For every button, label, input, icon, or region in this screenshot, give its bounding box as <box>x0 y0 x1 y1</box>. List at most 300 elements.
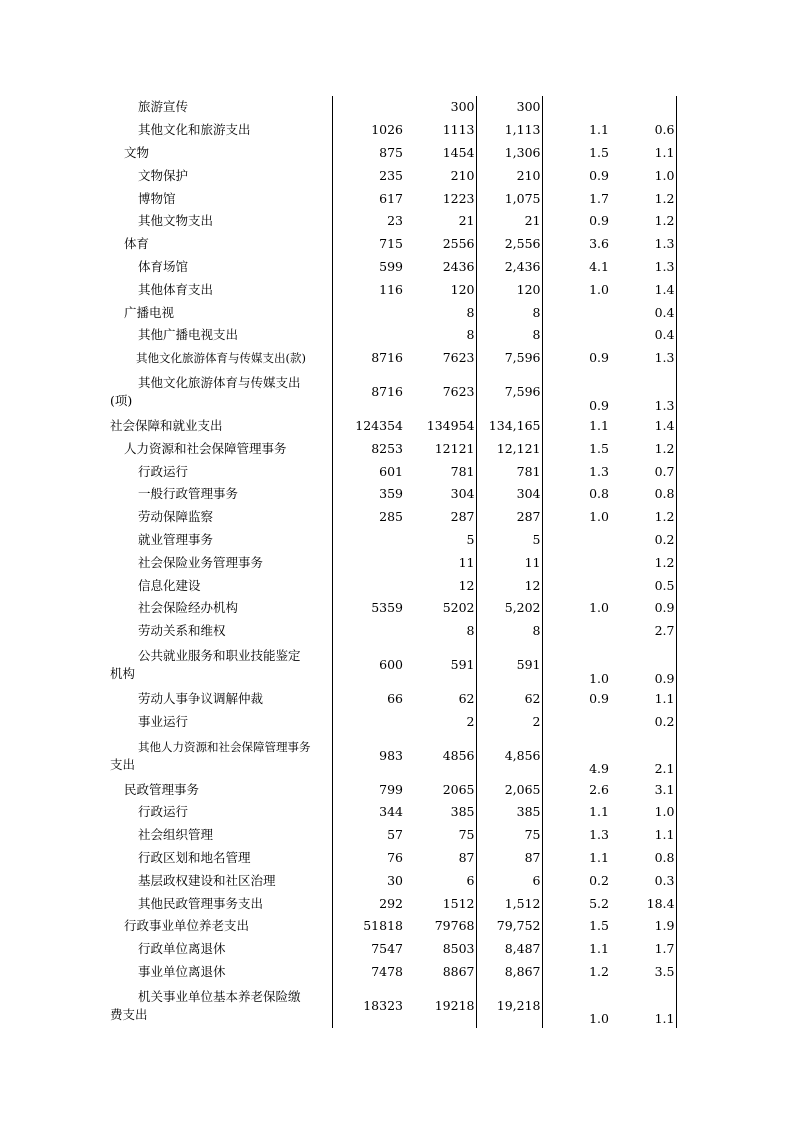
row-item-name <box>110 324 332 347</box>
cell-c2 <box>332 620 404 643</box>
table-row <box>110 710 676 733</box>
row-item-label: 行政运行 <box>138 804 189 820</box>
table-row <box>110 164 676 187</box>
cell-c5: 0.9 <box>589 167 609 183</box>
cell-c3: 19218 <box>404 983 476 1028</box>
cell-c2: 30 <box>387 872 403 888</box>
cell-c2: 715 <box>379 236 403 252</box>
cell-c5: 1.7 <box>589 190 609 206</box>
row-item-name <box>110 869 332 892</box>
cell-c5 <box>542 529 610 552</box>
cell-c6: 1.0 <box>610 801 676 824</box>
row-item-name <box>110 370 332 415</box>
row-item-name-line1: 公共就业服务和职业技能鉴定 <box>138 648 301 664</box>
cell-c6: 0.4 <box>610 301 676 324</box>
table-row <box>110 847 676 870</box>
cell-c6 <box>610 96 676 119</box>
cell-c4: 8 <box>476 324 542 347</box>
row-item-label: 基层政权建设和社区治理 <box>138 872 276 888</box>
cell-c5: 0.9 <box>589 690 609 706</box>
cell-c4: 12,121 <box>476 437 542 460</box>
cell-c4: 385 <box>476 801 542 824</box>
row-item-name-line1: 其他文化旅游体育与传媒支出 <box>138 375 301 391</box>
row-item-name <box>110 119 332 142</box>
cell-c2: 8253 <box>371 440 403 456</box>
cell-c3: 21 <box>404 210 476 233</box>
cell-c3: 5202 <box>404 597 476 620</box>
cell-c4: 120 <box>476 278 542 301</box>
row-item-name-line1: 机关事业单位基本养老保险缴 <box>138 988 301 1004</box>
row-item-label: 行政区划和地名管理 <box>138 849 251 865</box>
row-item-name <box>110 187 332 210</box>
table-row <box>110 324 676 347</box>
cell-c6: 0.9 <box>610 597 676 620</box>
cell-c5 <box>542 551 610 574</box>
cell-c3: 8867 <box>404 961 476 984</box>
row-item-name <box>110 778 332 801</box>
table-row <box>110 551 676 574</box>
table-row <box>110 415 676 438</box>
cell-c6: 1.1 <box>610 688 676 711</box>
row-item-name <box>110 983 332 1028</box>
row-item-name <box>110 506 332 529</box>
cell-c5: 0.9 <box>589 213 609 229</box>
cell-c2: 235 <box>379 167 403 183</box>
cell-c2 <box>332 96 404 119</box>
cell-c4: 8,867 <box>476 961 542 984</box>
cell-c2 <box>332 574 404 597</box>
cell-c3: 120 <box>404 278 476 301</box>
row-item-name <box>110 278 332 301</box>
cell-c4: 781 <box>476 460 542 483</box>
cell-c5: 5.2 <box>589 895 609 911</box>
cell-c2: 7547 <box>371 941 403 957</box>
cell-c2: 76 <box>387 849 403 865</box>
cell-c5: 1.1 <box>589 941 609 957</box>
table-row <box>110 301 676 324</box>
cell-c4: 8 <box>476 301 542 324</box>
cell-c2: 1026 <box>371 122 403 138</box>
cell-c4: 304 <box>476 483 542 506</box>
table-row <box>110 370 676 415</box>
cell-c5: 0.8 <box>589 486 609 502</box>
table-row <box>110 597 676 620</box>
cell-c2: 116 <box>379 281 403 297</box>
cell-c2: 51818 <box>363 918 403 934</box>
cell-c3: 5 <box>404 529 476 552</box>
cell-c3: 1113 <box>404 119 476 142</box>
row-item-name <box>110 142 332 165</box>
cell-c4: 11 <box>476 551 542 574</box>
cell-c6: 0.7 <box>610 460 676 483</box>
cell-c3: 8 <box>404 324 476 347</box>
cell-c4: 7,596 <box>476 370 542 415</box>
row-item-label: 一般行政管理事务 <box>138 486 239 502</box>
cell-c4: 19,218 <box>476 983 542 1028</box>
cell-c6: 1.2 <box>610 506 676 529</box>
row-item-name <box>110 415 332 438</box>
cell-c2: 601 <box>379 463 403 479</box>
table-row <box>110 733 676 778</box>
table-row <box>110 347 676 370</box>
cell-c2: 23 <box>387 213 403 229</box>
cell-c5 <box>542 96 610 119</box>
cell-c3: 7623 <box>404 370 476 415</box>
row-item-name <box>110 210 332 233</box>
cell-c5 <box>542 574 610 597</box>
cell-c4: 591 <box>476 643 542 688</box>
cell-c6: 1.0 <box>610 164 676 187</box>
cell-c6: 1.1 <box>610 824 676 847</box>
cell-c4: 2,556 <box>476 233 542 256</box>
table-row <box>110 483 676 506</box>
row-item-label: 社会保险业务管理事务 <box>138 554 264 570</box>
table-row <box>110 892 676 915</box>
cell-c3: 7623 <box>404 347 476 370</box>
cell-c5: 0.2 <box>589 872 609 888</box>
cell-c2: 344 <box>379 804 403 820</box>
cell-c2: 66 <box>387 690 403 706</box>
cell-c4: 8,487 <box>476 938 542 961</box>
cell-c5: 1.0 <box>589 670 609 686</box>
table-row <box>110 437 676 460</box>
cell-c6: 0.8 <box>610 483 676 506</box>
cell-c5 <box>542 710 610 733</box>
row-item-name <box>110 710 332 733</box>
budget-table <box>110 96 677 1028</box>
row-item-name <box>110 529 332 552</box>
cell-c5: 1.0 <box>589 509 609 525</box>
cell-c4: 87 <box>476 847 542 870</box>
cell-c3: 79768 <box>404 915 476 938</box>
row-item-name <box>110 301 332 324</box>
cell-c4: 287 <box>476 506 542 529</box>
cell-c3: 12 <box>404 574 476 597</box>
cell-c5: 2.6 <box>589 781 609 797</box>
table-row <box>110 824 676 847</box>
row-item-label: 民政管理事务 <box>124 781 200 797</box>
table-row <box>110 233 676 256</box>
table-body <box>110 96 676 1028</box>
cell-c3: 210 <box>404 164 476 187</box>
row-item-name <box>110 733 332 778</box>
cell-c4: 5 <box>476 529 542 552</box>
cell-c4: 1,075 <box>476 187 542 210</box>
cell-c4: 1,512 <box>476 892 542 915</box>
row-item-name <box>110 96 332 119</box>
cell-c5: 1.3 <box>589 463 609 479</box>
row-item-label: 其他文化旅游体育与传媒支出(款) <box>136 351 306 366</box>
cell-c6: 0.5 <box>610 574 676 597</box>
table-row <box>110 119 676 142</box>
cell-c6: 0.9 <box>610 643 676 688</box>
table-row <box>110 938 676 961</box>
cell-c6: 1.3 <box>610 256 676 279</box>
cell-c2: 124354 <box>355 417 403 433</box>
cell-c4: 4,856 <box>476 733 542 778</box>
row-item-label: 其他文物支出 <box>138 213 214 229</box>
row-item-name-line2: 支出 <box>110 756 136 772</box>
row-item-label: 社会组织管理 <box>138 827 214 843</box>
cell-c3: 2 <box>404 710 476 733</box>
cell-c2: 292 <box>379 895 403 911</box>
cell-c6: 1.9 <box>610 915 676 938</box>
table-row <box>110 96 676 119</box>
row-item-label: 其他体育支出 <box>138 281 214 297</box>
cell-c2: 799 <box>379 781 403 797</box>
row-item-name <box>110 460 332 483</box>
cell-c6: 1.1 <box>610 142 676 165</box>
cell-c3: 2436 <box>404 256 476 279</box>
cell-c4: 1,113 <box>476 119 542 142</box>
cell-c4: 8 <box>476 620 542 643</box>
cell-c3: 75 <box>404 824 476 847</box>
cell-c6: 18.4 <box>610 892 676 915</box>
cell-c6: 0.4 <box>610 324 676 347</box>
cell-c6: 1.3 <box>610 347 676 370</box>
row-item-name <box>110 483 332 506</box>
table-row <box>110 574 676 597</box>
cell-c4: 5,202 <box>476 597 542 620</box>
cell-c2: 599 <box>379 258 403 274</box>
table-row <box>110 256 676 279</box>
cell-c6: 1.2 <box>610 210 676 233</box>
cell-c3: 4856 <box>404 733 476 778</box>
cell-c5: 1.0 <box>589 1011 609 1027</box>
cell-c4: 2,065 <box>476 778 542 801</box>
row-item-name <box>110 574 332 597</box>
row-item-name <box>110 347 332 370</box>
row-item-name <box>110 164 332 187</box>
cell-c3: 8503 <box>404 938 476 961</box>
cell-c6: 3.5 <box>610 961 676 984</box>
cell-c5 <box>542 620 610 643</box>
row-item-name <box>110 643 332 688</box>
row-item-name <box>110 256 332 279</box>
cell-c2 <box>332 324 404 347</box>
cell-c5: 1.1 <box>589 849 609 865</box>
table-row <box>110 801 676 824</box>
cell-c2: 875 <box>379 144 403 160</box>
row-item-name <box>110 892 332 915</box>
cell-c3: 591 <box>404 643 476 688</box>
row-item-name-line1: 其他人力资源和社会保障管理事务 <box>138 739 311 754</box>
cell-c5: 0.9 <box>589 350 609 366</box>
cell-c2: 8716 <box>371 384 403 400</box>
cell-c6: 1.2 <box>610 437 676 460</box>
cell-c4: 62 <box>476 688 542 711</box>
cell-c6: 1.3 <box>610 233 676 256</box>
table-row <box>110 187 676 210</box>
row-item-name <box>110 938 332 961</box>
cell-c4: 21 <box>476 210 542 233</box>
row-item-name <box>110 437 332 460</box>
row-item-label: 行政单位离退休 <box>138 941 226 957</box>
table-row <box>110 142 676 165</box>
cell-c5: 1.5 <box>589 440 609 456</box>
row-item-name-line2: 费支出 <box>110 1006 148 1022</box>
table-row <box>110 210 676 233</box>
cell-c4: 2 <box>476 710 542 733</box>
row-item-label: 就业管理事务 <box>138 531 214 547</box>
row-item-label: 其他民政管理事务支出 <box>138 895 264 911</box>
cell-c6: 1.7 <box>610 938 676 961</box>
table-row <box>110 506 676 529</box>
cell-c5: 3.6 <box>589 236 609 252</box>
row-item-label: 旅游宣传 <box>138 99 189 115</box>
row-item-label: 事业单位离退休 <box>138 963 226 979</box>
cell-c5: 0.9 <box>589 397 609 413</box>
row-item-label: 行政运行 <box>138 463 189 479</box>
cell-c2: 983 <box>379 747 403 763</box>
cell-c5: 1.3 <box>589 827 609 843</box>
cell-c3: 12121 <box>404 437 476 460</box>
row-item-label: 体育场馆 <box>138 258 189 274</box>
cell-c5: 1.5 <box>589 918 609 934</box>
row-item-label: 劳动人事争议调解仲裁 <box>138 690 264 706</box>
cell-c2 <box>332 551 404 574</box>
cell-c5 <box>542 324 610 347</box>
cell-c2: 8716 <box>371 350 403 366</box>
cell-c2: 617 <box>379 190 403 206</box>
cell-c2: 5359 <box>371 600 403 616</box>
row-item-label: 人力资源和社会保障管理事务 <box>124 440 287 456</box>
cell-c5: 1.1 <box>589 804 609 820</box>
cell-c4: 2,436 <box>476 256 542 279</box>
table-row <box>110 915 676 938</box>
cell-c5: 1.0 <box>589 600 609 616</box>
cell-c4: 300 <box>476 96 542 119</box>
cell-c3: 1512 <box>404 892 476 915</box>
cell-c2 <box>332 529 404 552</box>
cell-c2: 359 <box>379 486 403 502</box>
cell-c6: 1.4 <box>610 278 676 301</box>
cell-c2: 57 <box>387 827 403 843</box>
cell-c6: 0.2 <box>610 710 676 733</box>
cell-c5: 1.1 <box>589 417 609 433</box>
cell-c4: 79,752 <box>476 915 542 938</box>
row-item-label: 劳动保障监察 <box>138 509 214 525</box>
cell-c3: 134954 <box>404 415 476 438</box>
cell-c3: 2556 <box>404 233 476 256</box>
row-item-label: 文物保护 <box>138 167 189 183</box>
table-row <box>110 278 676 301</box>
cell-c3: 8 <box>404 620 476 643</box>
cell-c2: 18323 <box>363 997 403 1013</box>
cell-c6: 0.3 <box>610 869 676 892</box>
cell-c4: 210 <box>476 164 542 187</box>
cell-c5: 4.9 <box>589 761 609 777</box>
table-row <box>110 688 676 711</box>
cell-c3: 304 <box>404 483 476 506</box>
cell-c6: 1.3 <box>610 370 676 415</box>
row-item-label: 行政事业单位养老支出 <box>124 918 250 934</box>
table-row <box>110 983 676 1028</box>
cell-c6: 0.2 <box>610 529 676 552</box>
row-item-label: 劳动关系和维权 <box>138 623 226 639</box>
cell-c2 <box>332 710 404 733</box>
cell-c5: 4.1 <box>589 258 609 274</box>
cell-c3: 62 <box>404 688 476 711</box>
cell-c3: 11 <box>404 551 476 574</box>
row-item-label: 广播电视 <box>124 304 175 320</box>
row-item-label: 体育 <box>124 236 150 252</box>
table-row <box>110 961 676 984</box>
table-row <box>110 643 676 688</box>
cell-c6: 1.1 <box>610 983 676 1028</box>
cell-c6: 0.8 <box>610 847 676 870</box>
cell-c2: 285 <box>379 509 403 525</box>
cell-c6: 1.2 <box>610 551 676 574</box>
row-item-label: 其他广播电视支出 <box>138 327 239 343</box>
cell-c5: 1.1 <box>589 122 609 138</box>
row-item-name <box>110 233 332 256</box>
row-item-name <box>110 915 332 938</box>
cell-c5 <box>542 301 610 324</box>
row-item-name-line2: 机构 <box>110 666 136 682</box>
cell-c5: 1.5 <box>589 144 609 160</box>
cell-c4: 7,596 <box>476 347 542 370</box>
row-item-label: 博物馆 <box>138 190 176 206</box>
table-row <box>110 869 676 892</box>
table-row <box>110 460 676 483</box>
row-item-label: 信息化建设 <box>138 577 201 593</box>
row-item-name <box>110 801 332 824</box>
row-item-label: 社会保障和就业支出 <box>110 417 223 433</box>
cell-c3: 1223 <box>404 187 476 210</box>
row-item-name <box>110 688 332 711</box>
row-item-name <box>110 847 332 870</box>
cell-c6: 3.1 <box>610 778 676 801</box>
cell-c6: 2.1 <box>610 733 676 778</box>
cell-c3: 287 <box>404 506 476 529</box>
row-item-name-line2: (项) <box>110 393 133 409</box>
cell-c2: 600 <box>379 657 403 673</box>
table-row <box>110 778 676 801</box>
cell-c5: 1.0 <box>589 281 609 297</box>
cell-c4: 12 <box>476 574 542 597</box>
table-row <box>110 620 676 643</box>
row-item-label: 社会保险经办机构 <box>138 600 239 616</box>
cell-c6: 1.2 <box>610 187 676 210</box>
cell-c3: 781 <box>404 460 476 483</box>
cell-c4: 1,306 <box>476 142 542 165</box>
cell-c6: 1.4 <box>610 415 676 438</box>
cell-c2 <box>332 301 404 324</box>
row-item-name <box>110 961 332 984</box>
cell-c3: 87 <box>404 847 476 870</box>
row-item-label: 事业运行 <box>138 713 189 729</box>
row-item-name <box>110 551 332 574</box>
cell-c4: 134,165 <box>476 415 542 438</box>
cell-c4: 6 <box>476 869 542 892</box>
cell-c3: 385 <box>404 801 476 824</box>
cell-c3: 6 <box>404 869 476 892</box>
cell-c4: 75 <box>476 824 542 847</box>
cell-c3: 300 <box>404 96 476 119</box>
cell-c6: 0.6 <box>610 119 676 142</box>
cell-c3: 1454 <box>404 142 476 165</box>
cell-c6: 2.7 <box>610 620 676 643</box>
row-item-name <box>110 620 332 643</box>
row-item-name <box>110 824 332 847</box>
cell-c3: 2065 <box>404 778 476 801</box>
cell-c2: 7478 <box>371 963 403 979</box>
row-item-label: 其他文化和旅游支出 <box>138 122 251 138</box>
cell-c3: 8 <box>404 301 476 324</box>
cell-c5: 1.2 <box>589 963 609 979</box>
row-item-name <box>110 597 332 620</box>
